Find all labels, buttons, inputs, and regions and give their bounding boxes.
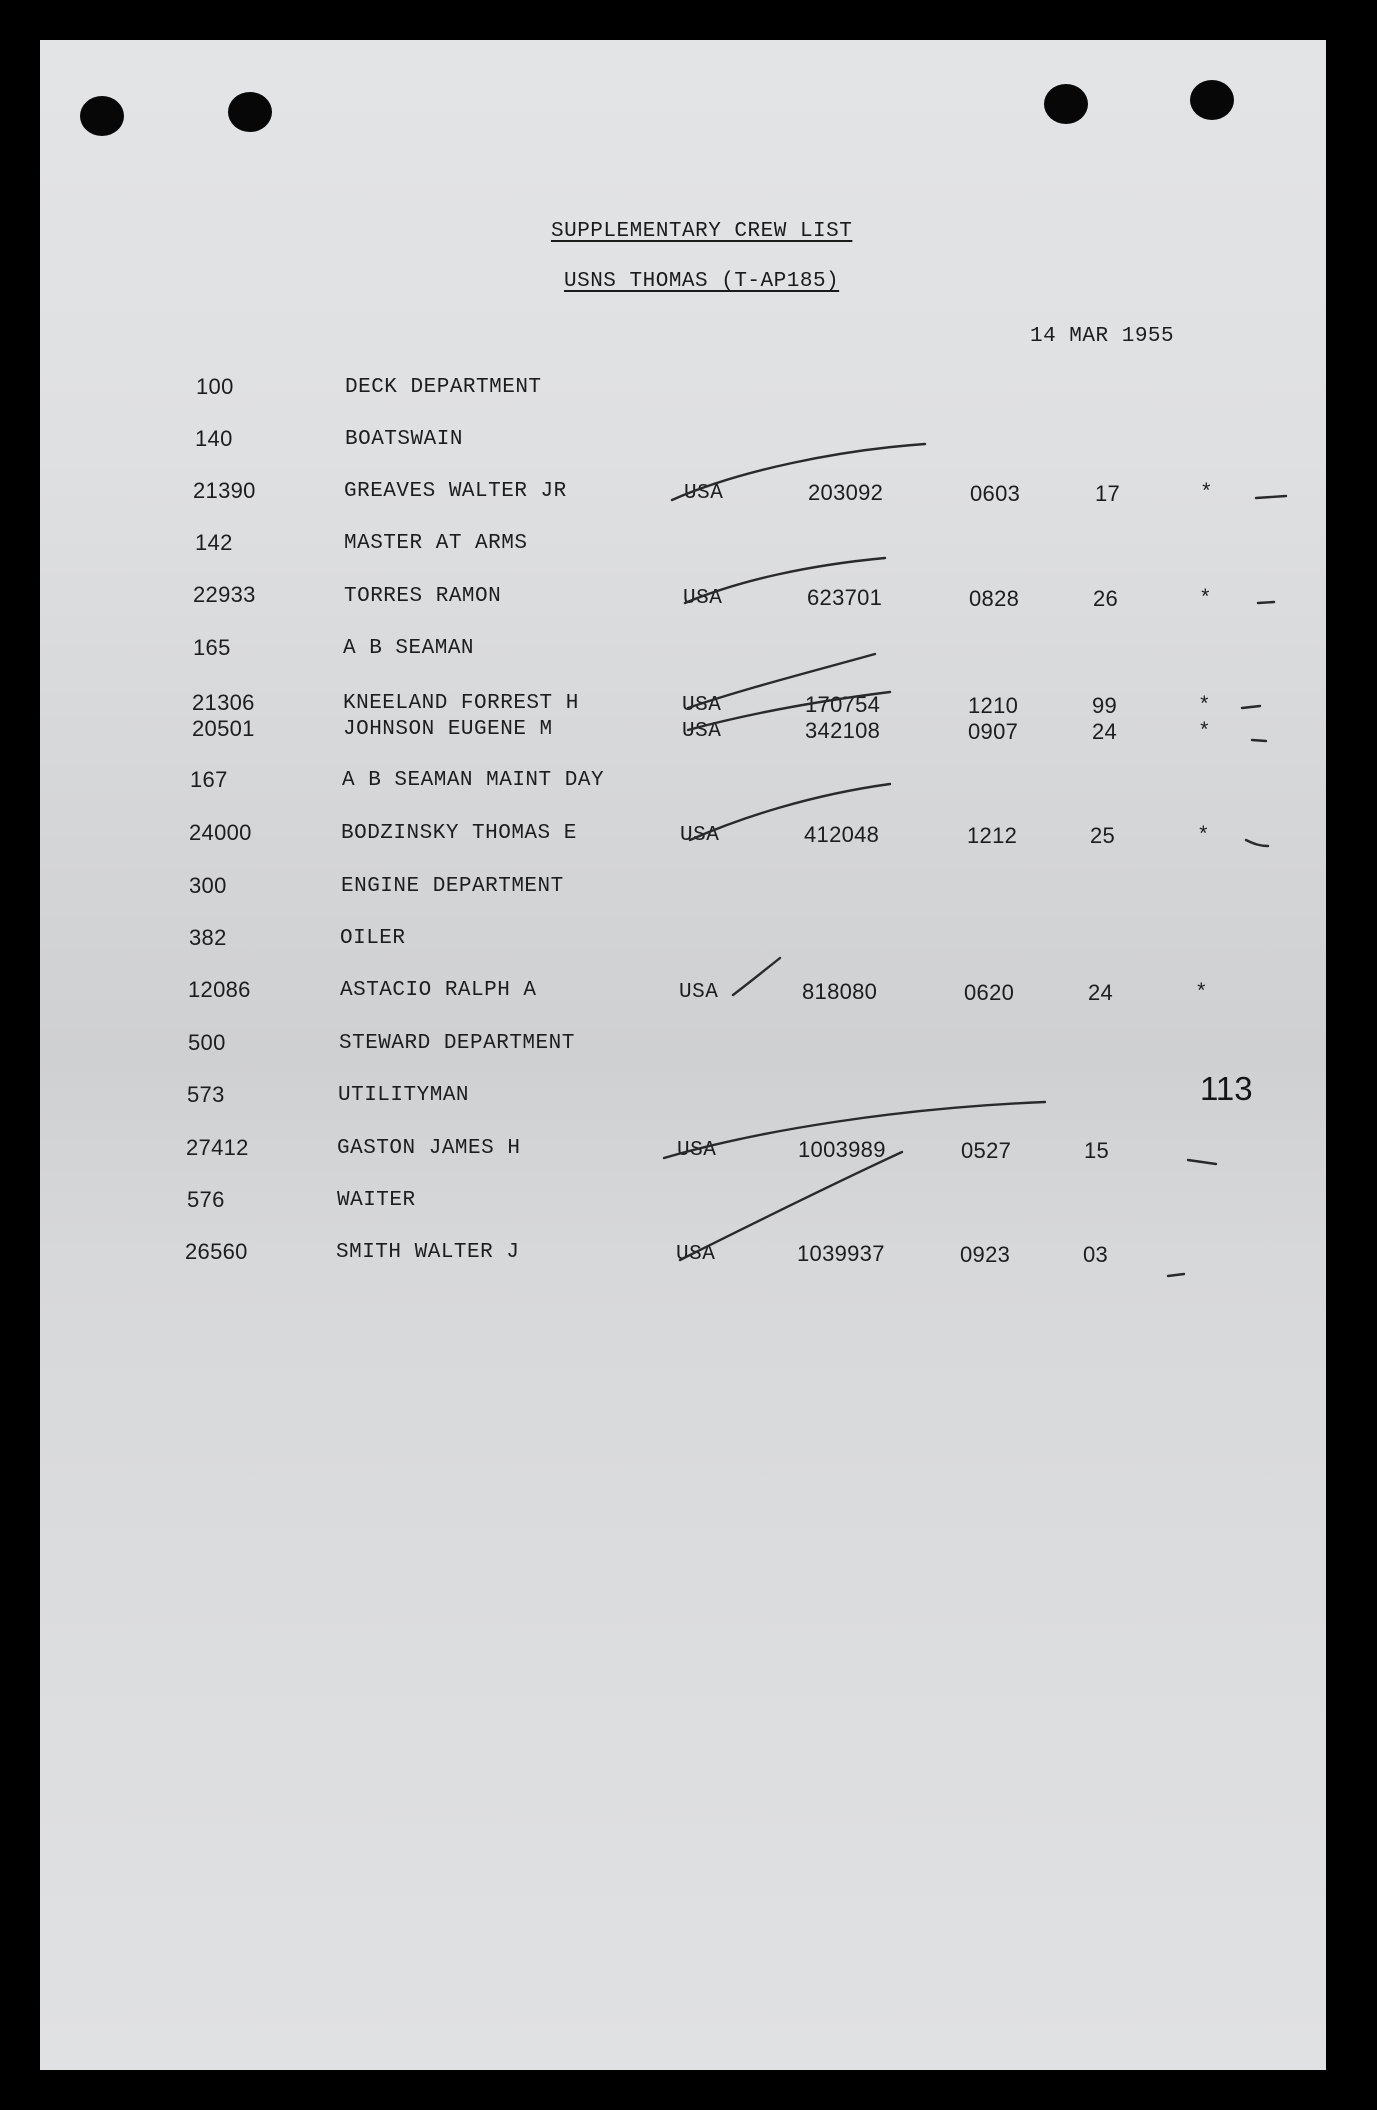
crew-year: 17 [1095,481,1121,506]
crew-name: KNEELAND FORREST H [343,692,579,715]
crew-id: 27412 [186,1135,249,1160]
crew-mark: * [1198,721,1212,744]
section-code: 167 [190,767,228,792]
crew-date: 0923 [960,1242,1011,1267]
dash-mark [1252,740,1266,741]
section-code: 142 [195,530,233,555]
section-label: BOATSWAIN [345,428,463,451]
crew-number: 623701 [807,585,883,610]
crew-date: 0527 [961,1138,1012,1163]
document-title: SUPPLEMENTARY CREW LIST [551,220,853,243]
crew-country: USA [683,587,723,610]
crew-number: 342108 [805,718,881,743]
crew-date: 0907 [968,719,1019,744]
dash-mark [1188,1160,1216,1164]
crew-number: 1003989 [798,1137,886,1162]
crew-number: 1039937 [797,1241,885,1266]
section-label: UTILITYMAN [338,1084,470,1107]
crew-year: 26 [1093,586,1119,611]
checkmark-stroke [733,958,780,995]
punch-hole [228,92,272,132]
section-label: A B SEAMAN MAINT DAY [342,769,605,792]
crew-number: 170754 [805,692,881,717]
section-code: 382 [189,925,227,950]
section-code: 573 [187,1082,225,1107]
document-page [40,40,1326,2070]
crew-mark: * [1197,825,1211,848]
crew-year: 24 [1092,719,1118,744]
section-code: 100 [196,374,234,399]
crew-name: TORRES RAMON [344,585,502,608]
dash-mark [1246,840,1268,846]
crew-country: USA [677,1139,717,1162]
crew-year: 24 [1088,980,1114,1005]
crew-number: 203092 [808,480,884,505]
crew-id: 20501 [192,716,255,741]
punch-hole [1044,84,1088,124]
document-date: 14 MAR 1955 [1030,325,1175,348]
section-code: 576 [187,1187,225,1212]
crew-date: 0603 [970,481,1021,506]
crew-name: BODZINSKY THOMAS E [341,822,577,845]
crew-date: 1210 [968,693,1019,718]
vessel-name: USNS THOMAS (T-AP185) [564,270,840,293]
punch-hole [80,96,124,136]
crew-year: 03 [1083,1242,1109,1267]
crew-id: 21306 [192,690,255,715]
crew-year: 25 [1090,823,1116,848]
crew-name: GASTON JAMES H [337,1137,521,1160]
crew-date: 1212 [967,823,1018,848]
dash-mark [1256,496,1286,498]
section-label: DECK DEPARTMENT [345,376,542,399]
crew-mark: * [1200,482,1214,505]
crew-number: 412048 [804,822,880,847]
section-label: MASTER AT ARMS [344,532,528,555]
crew-mark: * [1199,588,1213,611]
crew-id: 22933 [193,582,256,607]
section-code: 140 [195,426,233,451]
crew-id: 12086 [188,977,251,1002]
section-code: 165 [193,635,231,660]
crew-name: ASTACIO RALPH A [340,979,537,1002]
crew-name: JOHNSON EUGENE M [343,718,553,741]
crew-name: SMITH WALTER J [336,1241,520,1264]
section-label: ENGINE DEPARTMENT [341,875,564,898]
section-label: A B SEAMAN [343,637,475,660]
crew-country: USA [680,824,720,847]
crew-id: 21390 [193,478,256,503]
crew-mark: * [1195,982,1209,1005]
crew-name: GREAVES WALTER JR [344,480,567,503]
section-code: 300 [189,873,227,898]
crew-id: 24000 [189,820,252,845]
section-label: WAITER [337,1189,416,1212]
crew-id: 26560 [185,1239,248,1264]
crew-country: USA [684,482,724,505]
dash-mark [1168,1274,1184,1276]
section-code: 500 [188,1030,226,1055]
crew-country: USA [679,981,719,1004]
crew-number: 818080 [802,979,878,1004]
crew-country: USA [682,720,722,743]
crew-country: USA [682,694,722,717]
dash-mark [1242,706,1260,708]
crew-country: USA [676,1243,716,1266]
page-number: 113 [1200,1070,1253,1107]
crew-date: 0620 [964,980,1015,1005]
crew-year: 15 [1084,1138,1110,1163]
section-label: OILER [340,927,406,950]
crew-year: 99 [1092,693,1118,718]
crew-mark: * [1198,695,1212,718]
dash-mark [1258,602,1274,603]
section-label: STEWARD DEPARTMENT [339,1032,575,1055]
punch-hole [1190,80,1234,120]
crew-date: 0828 [969,586,1020,611]
